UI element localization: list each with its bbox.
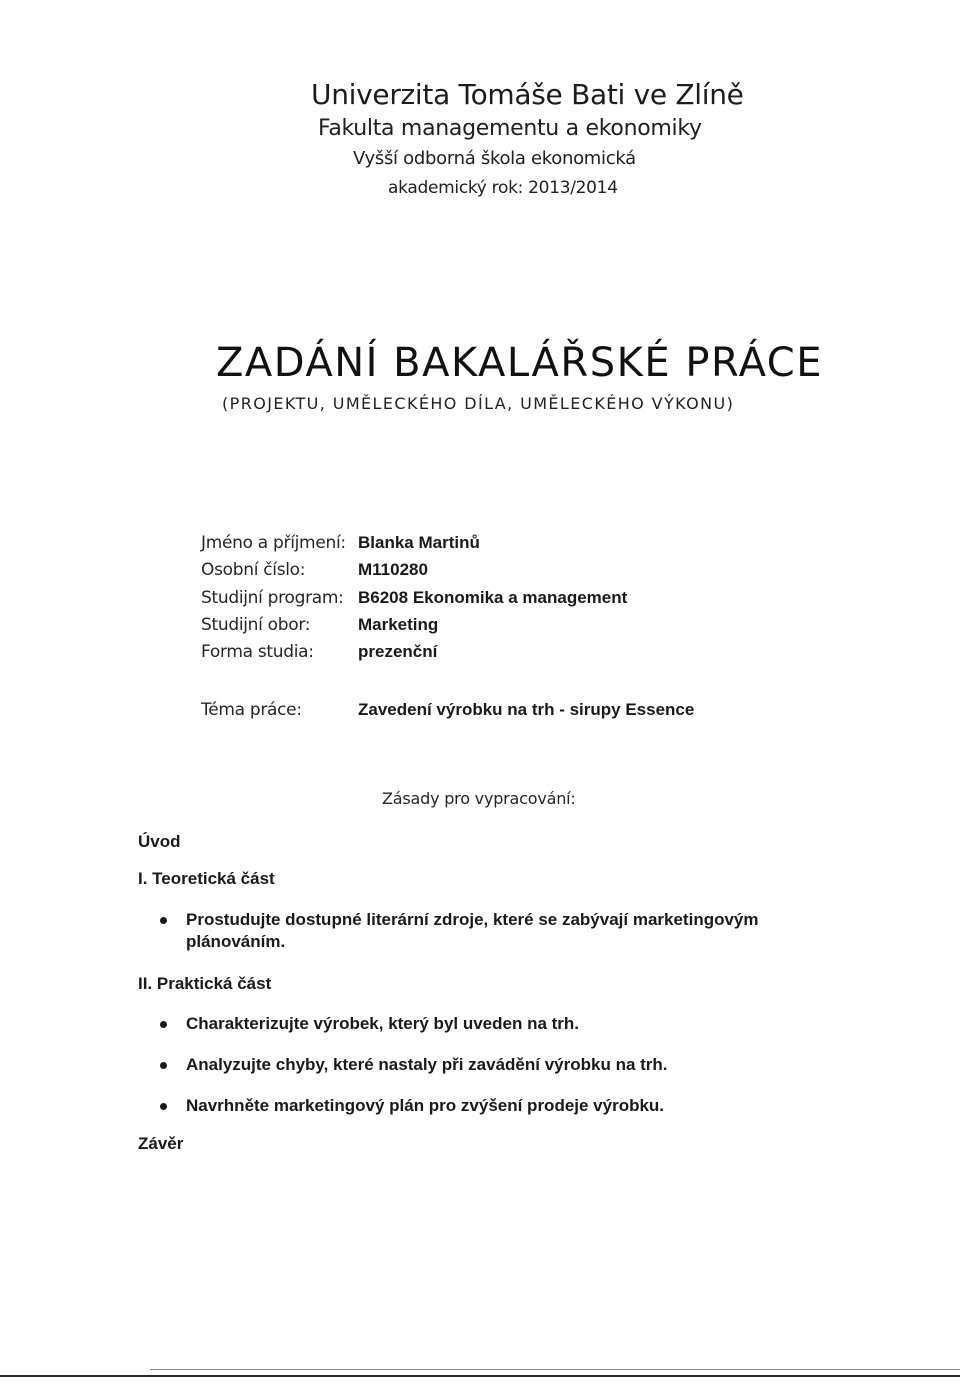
list-item [160, 1095, 780, 1117]
thesis-theme-value: Zavedení výrobku na trh - sirupy Essence [358, 700, 695, 719]
scan-edge-line [150, 1369, 960, 1370]
list-item-text: Navrhněte marketingový plán pro zvýšení prodeje výrobku. [186, 1096, 665, 1115]
thesis-theme-label: Téma práce: [201, 700, 302, 720]
list-item [160, 1054, 780, 1076]
list-item [160, 1013, 780, 1035]
bullet-icon [160, 1103, 167, 1110]
university-name: Univerzita Tomáše Bati ve Zlíně [311, 78, 744, 111]
student-id-value: M110280 [358, 560, 428, 579]
section-conclusion: Závěr [138, 1134, 184, 1153]
list-item [160, 909, 780, 953]
name-value: Blanka Martinů [358, 533, 480, 552]
bullet-icon [160, 917, 167, 924]
faculty-name: Fakulta managementu a ekonomiky [318, 116, 702, 141]
study-field-value: Marketing [358, 615, 439, 634]
list-item-text: Prostudujte dostupné literární zdroje, které se zabývají marketingovým plánováním. [186, 910, 759, 951]
name-label: Jméno a příjmení: [201, 533, 346, 553]
study-form-label: Forma studia: [201, 642, 314, 662]
document-subtitle: (PROJEKTU, UMĚLECKÉHO DÍLA, UMĚLECKÉHO VÝKONU) [222, 394, 735, 413]
section-intro: Úvod [138, 832, 181, 851]
list-item-text: Charakterizujte výrobek, který byl uveden na trh. [186, 1014, 580, 1033]
list-item-text: Analyzujte chyby, které nastaly při zavádění výrobku na trh. [186, 1055, 668, 1074]
section-practical: II. Praktická část [138, 974, 272, 993]
student-id-label: Osobní číslo: [201, 560, 306, 580]
bullet-icon [160, 1062, 167, 1069]
study-program-value: B6208 Ekonomika a management [358, 588, 628, 607]
scan-edge-line [0, 1375, 960, 1377]
study-program-label: Studijní program: [201, 588, 344, 608]
principles-heading: Zásady pro vypracování: [382, 789, 576, 808]
document-title: ZADÁNÍ BAKALÁŘSKÉ PRÁCE [216, 340, 823, 386]
study-form-value: prezenční [358, 642, 438, 661]
section-theory: I. Teoretická část [138, 869, 275, 888]
bullet-icon [160, 1021, 167, 1028]
study-field-label: Studijní obor: [201, 615, 311, 635]
school-name: Vyšší odborná škola ekonomická [353, 148, 636, 169]
academic-year: akademický rok: 2013/2014 [388, 178, 618, 198]
